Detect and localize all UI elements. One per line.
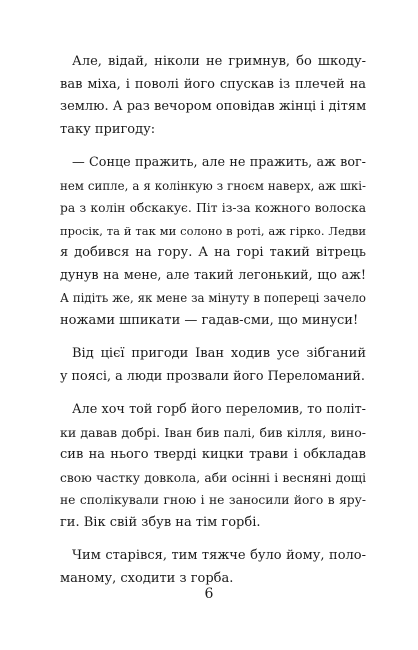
text-line: ножами шпикати — гадав-сми, що минуси! xyxy=(60,312,359,328)
body-text xyxy=(60,51,366,601)
paragraph xyxy=(60,152,366,332)
text-line: Чим старівся, тим тяжче було йому, поло- xyxy=(72,548,366,563)
paragraph xyxy=(60,399,366,534)
text-line: Але, відай, ніколи не гримнув, бо шкоду- xyxy=(72,54,366,69)
text-line: таку пригоду: xyxy=(60,121,156,137)
text-line: нем сипле, а я колінкую з гноєм наверх, аж шкі- xyxy=(60,178,366,193)
text-line: дунув на мене, але такий легонький, що аж! xyxy=(60,267,366,283)
text-line: у поясі, а люди прозвали його Переломаний. xyxy=(60,368,365,384)
paragraph xyxy=(60,343,366,388)
text-line: просік, та й так ми солоно в роті, аж гірко. Ледви xyxy=(60,223,366,238)
text-line: ги. Вік свій збув на тім горбі. xyxy=(60,514,261,530)
paragraph xyxy=(60,51,366,141)
text-line: землю. А раз вечором оповідав жінці і дітям xyxy=(60,99,367,114)
text-line: свою частку довкола, аби осінні і весняні дощі xyxy=(60,470,366,485)
text-line: Від цієї пригоди Іван ходив усе зібганий xyxy=(72,346,366,361)
text-line: сив на нього тверді кицки трави і обкладав xyxy=(60,447,366,462)
text-line: не сполікували гною і не заносили його в яру- xyxy=(60,493,366,507)
text-line: вав міха, і поволі його спускав із плечей на xyxy=(60,76,366,92)
page-number: 6 xyxy=(204,586,214,602)
text-line: маному, сходити з горба. xyxy=(60,570,234,586)
text-line: я добився на гору. А на горі такий вітрець xyxy=(60,245,366,260)
text-line: Але хоч той горб його переломив, то політ- xyxy=(72,402,366,417)
text-line: ки давав добрі. Іван бив палі, бив кілля, вино- xyxy=(60,424,366,440)
text-line: — Сонце пражить, але не пражить, аж вог- xyxy=(72,155,366,170)
text-line: ра з колін обскакує. Піт із-за кожного волоска xyxy=(60,201,366,215)
paragraph xyxy=(60,545,366,590)
text-line: А підіть же, як мене за мінуту в попереці зачело xyxy=(60,291,366,305)
